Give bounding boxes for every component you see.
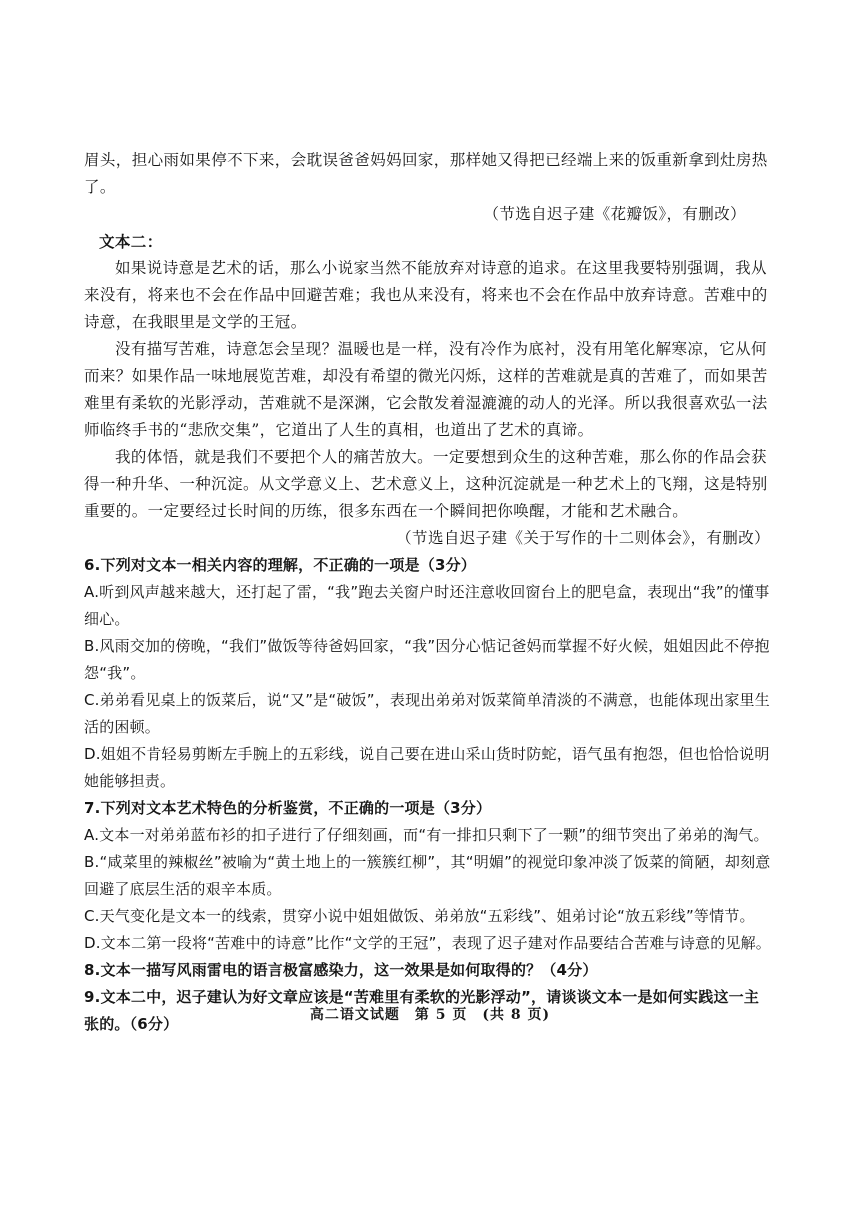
question-8: [84, 957, 774, 984]
option-c: C.弟弟看见桌上的饭菜后，说“又”是“破饭”，表现出弟弟对饭菜简单清淡的不满意，也能体现出家里生活的困顿。: [84, 691, 770, 736]
option-b: B.风雨交加的傍晚，“我们”做饭等待爸妈回家，“我”因分心惦记爸妈而掌握不好火候，姐姐因此不停抱怨“我”。: [84, 637, 770, 682]
option-b: B.“咸菜里的辣椒丝”被喻为“黄土地上的一簇簇红柳”，其“明媚”的视觉印象冲淡了饭菜的简陋，却刻意回避了底层生活的艰辛本质。: [84, 853, 771, 898]
question-stem: 6.下列对文本一相关内容的理解，不正确的一项是（3分）: [84, 556, 476, 574]
page-footer: 高二语文试题 第 5 页 (共 8 页): [309, 1007, 551, 1023]
option-c: C.天气变化是文本一的线索，贯穿小说中姐姐做饭、弟弟放“五彩线”、姐弟讨论“放五彩线”等情节。: [84, 907, 755, 925]
question-7: [84, 795, 774, 957]
text1-source-note: （节选自迟子建《花瓣饭》，有删改）: [483, 205, 746, 223]
question-stem: 8.文本一描写风雨雷电的语言极富感染力，这一效果是如何取得的？（4分）: [84, 961, 598, 979]
question-stem: 7.下列对文本艺术特色的分析鉴赏，不正确的一项是（3分）: [84, 799, 492, 817]
option-a: A.听到风声越来越大，还打起了雷，“我”跑去关窗户时还注意收回窗台上的肥皂盒，表现出“我”的懂事细心。: [84, 583, 770, 628]
question-stem: 9.文本二中，迟子建认为好文章应该是“苦难里有柔软的光影浮动”，请谈谈文本一是如何实践这一主张的。（6分）: [84, 988, 760, 1033]
question-6: [84, 552, 774, 795]
text1-closing-paragraph: 眉头，担心雨如果停不下来，会耽误爸爸妈妈回家，那样她又得把已经端上来的饭重新拿到灶房热了。: [84, 151, 768, 196]
text2-source-note: （节选自迟子建《关于写作的十二则体会》，有删改）: [396, 529, 770, 547]
option-a: A.文本一对弟弟蓝布衫的扣子进行了仔细刻画，而“有一排扣只剩下了一颗”的细节突出了弟弟的淘气。: [84, 826, 769, 844]
text2-paragraph-2: 没有描写苦难，诗意怎会呈现？温暖也是一样，没有冷作为底衬，没有用笔化解寒凉，它从何而来？如果作品一味地展览苦难，却没有希望的微光闪烁，这样的苦难就是真的苦难了，而如果苦难里有柔软的光影浮动，苦难就不是深渊，它会散发着湿漉漉的动人的光泽。所以我很喜欢弘一法师临终手书的“悲欣交集”，它道出了人生的真相，也道出了艺术的真谛。: [84, 340, 768, 439]
text2-heading: 文本二：: [99, 232, 163, 251]
option-d: D.文本二第一段将“苦难中的诗意”比作“文学的王冠”，表现了迟子建对作品要结合苦难与诗意的见解。: [84, 934, 772, 952]
option-d: D.姐姐不肯轻易剪断左手腕上的五彩线，说自己要在进山采山货时防蛇，语气虽有抱怨，但也恰恰说明她能够担责。: [84, 745, 770, 790]
page-content: [84, 147, 774, 1038]
text2-paragraph-1: 如果说诗意是艺术的话，那么小说家当然不能放弃对诗意的追求。在这里我要特别强调，我从来没有，将来也不会在作品中回避苦难；我也从来没有，将来也不会在作品中放弃诗意。苦难中的诗意，在我眼里是文学的王冠。: [84, 259, 768, 331]
text2-paragraph-3: 我的体悟，就是我们不要把个人的痛苦放大。一定要想到众生的这种苦难，那么你的作品会获得一种升华、一种沉淀。从文学意义上、艺术意义上，这种沉淀就是一种艺术上的飞翔，这是特别重要的。一定要经过长时间的历练，很多东西在一个瞬间把你唤醒，才能和艺术融合。: [84, 448, 768, 520]
